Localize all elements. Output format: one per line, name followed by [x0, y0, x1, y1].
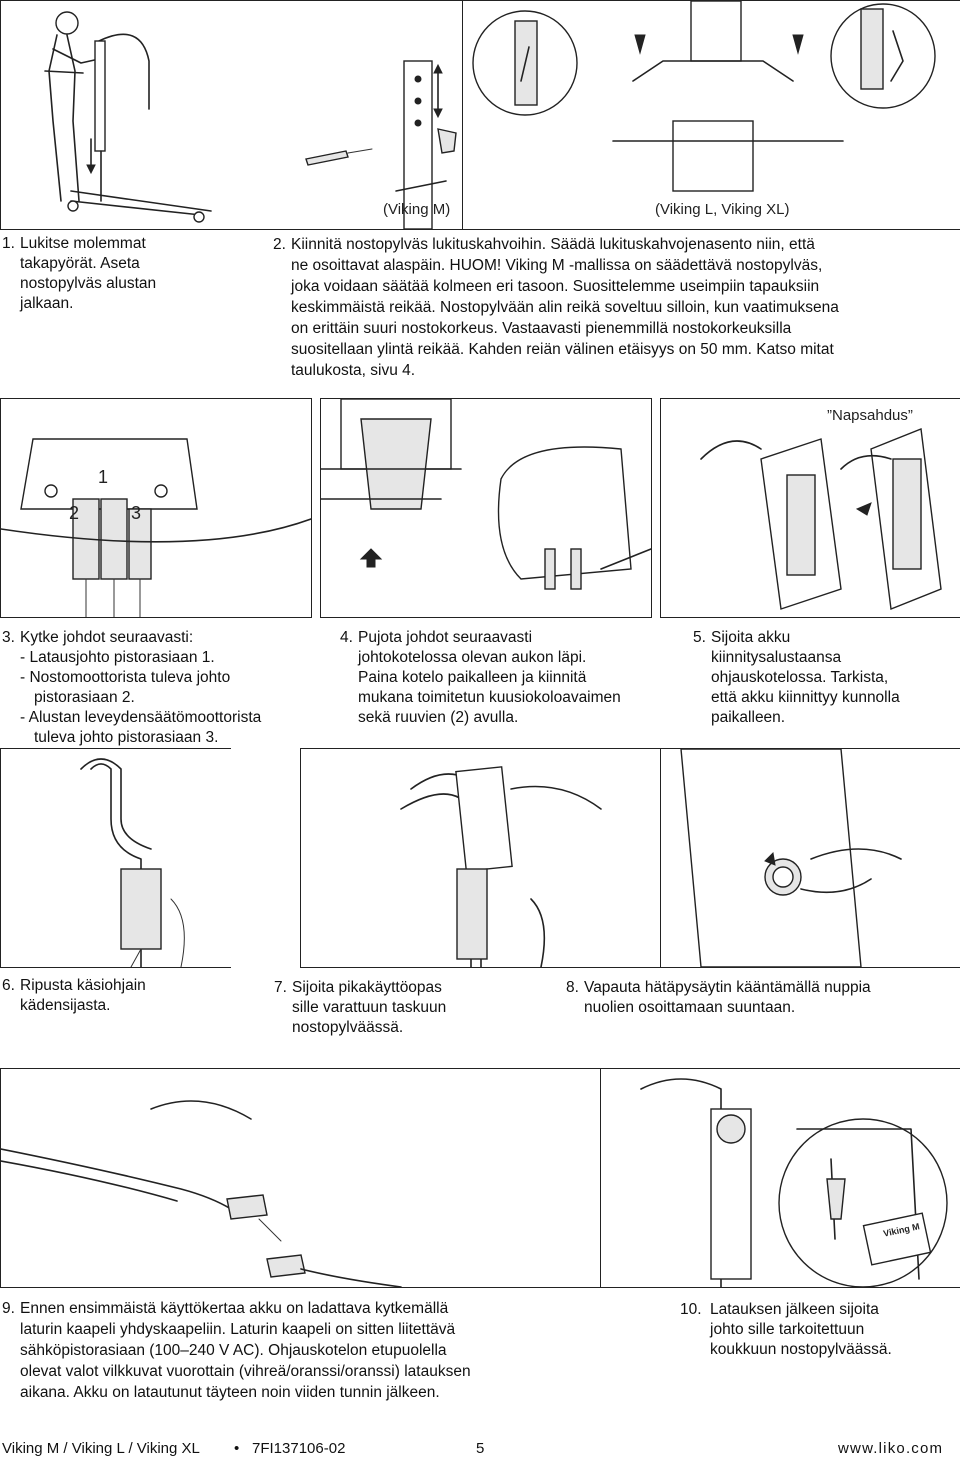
- figure-step5: [660, 398, 960, 618]
- figure-step2-viking-l-xl: [462, 0, 960, 230]
- caption-step1: 1. Lukitse molemmat takapyörät. Aseta nostopylväs alustan jalkaan.: [2, 235, 157, 312]
- illustration-charger-cable: [1, 1069, 601, 1287]
- illustration-cable-hook: [601, 1069, 960, 1287]
- connector-label-3: 3: [131, 503, 142, 523]
- label-viking-m: (Viking M): [383, 201, 451, 218]
- caption-step8: 8. Vapauta hätäpysäytin kääntämällä nuppia nuolien osoittamaan suuntaan.: [566, 979, 871, 1016]
- illustration-lift-assembly: [1, 1, 236, 229]
- caption-step4: 4. Pujota johdot seuraavasti johtokotelossa olevan aukon läpi. Paina kotelo paikalleen ja kiinnitä mukana toimitetun kuusiokoloavaimen sekä ruuvien (2) avulla.: [340, 629, 621, 726]
- illustration-connectors: [1, 399, 311, 617]
- footer-models: Viking M / Viking L / Viking XL: [2, 1440, 200, 1457]
- connector-label-1: 1: [98, 467, 109, 487]
- napsahdus-label: ”Napsahdus”: [827, 407, 913, 424]
- figure-step4: [320, 398, 652, 618]
- figure-step3: [0, 398, 312, 618]
- footer-bullet: •: [234, 1440, 240, 1457]
- figure-step2-viking-m: [236, 0, 462, 230]
- illustration-battery: [661, 399, 960, 617]
- footer-doc-code: 7FI137106-02: [252, 1440, 346, 1457]
- footer-page-number: 5: [476, 1440, 485, 1457]
- caption-step5: 5. Sijoita akku kiinnitysalustaansa ohjauskotelossa. Tarkista, että akku kiinnittyy kunnolla paikalleen.: [693, 629, 900, 726]
- figure-step1: [0, 0, 237, 230]
- figure-step8: [660, 748, 960, 968]
- caption-step6: 6. Ripusta käsiohjain kädensijasta.: [2, 977, 146, 1014]
- label-viking-l-xl: (Viking L, Viking XL): [655, 201, 790, 218]
- connector-label-2: 2: [69, 503, 80, 523]
- caption-step9: 9. Ennen ensimmäistä käyttökertaa akku on ladattava kytkemällä laturin kaapeli yhdyskaapeliin. Laturin kaapeli on sitten liitettävä sähköpistorasiaan (100–240 V AC). Ohjauskotelon etupuolella olevat valot vilkkuvat vuorottain (vihreä/oranssi/oranssi) latauksen aikana. Akku on latautunut täyteen noin viiden tunnin jälkeen.: [2, 1300, 471, 1401]
- caption-step10: 10. Latauksen jälkeen sijoita johto sille tarkoitettuun koukkuun nostopylväässä.: [680, 1301, 892, 1358]
- illustration-locking-handles-m: [236, 1, 462, 229]
- caption-step3: 3. Kytke johdot seuraavasti: - Latausjohto pistorasiaan 1. - Nostomoottorista tuleva johto pistorasiaan 2. - Alustan leveydensäätömoottorista tuleva johto pistorasiaan 3.: [2, 629, 262, 746]
- plate-viking-m: Viking M: [882, 1221, 921, 1239]
- figure-step10: [600, 1068, 960, 1288]
- illustration-locking-handles-l-xl: [463, 1, 960, 229]
- illustration-quick-guide: [301, 749, 661, 967]
- caption-step7: 7. Sijoita pikakäyttöopas sille varattuun taskuun nostopylväässä.: [274, 979, 447, 1036]
- illustration-hand-control: [1, 749, 231, 967]
- footer-website: www.liko.com: [838, 1440, 944, 1457]
- figure-step9: [0, 1068, 601, 1288]
- caption-step2: 2. Kiinnitä nostopylväs lukituskahvoihin. Säädä lukituskahvojenasento niin, että ne osoittavat alaspäin. HUOM! Viking M -mallissa on säädettävä nostopylväs, joka voidaan säätää kolmeen eri tasoon. Suosittelemme useimpiin tapauksiin keskimmäistä reikää. Nostopylvään alin reikä soveltuu silloin, kun vaatimuksena on erittäin suuri nostokorkeus. Vastaavasti pienemmillä nostokorkeuksilla suositellaan ylintä reikää. Kahden reiän välinen etäisyys on 50 mm. Katso mitat taulukosta, sivu 4.: [273, 236, 839, 379]
- figure-step7: [300, 748, 662, 968]
- figure-step6: [0, 748, 231, 968]
- illustration-cable-box: [321, 399, 651, 617]
- illustration-emergency-stop: [661, 749, 960, 967]
